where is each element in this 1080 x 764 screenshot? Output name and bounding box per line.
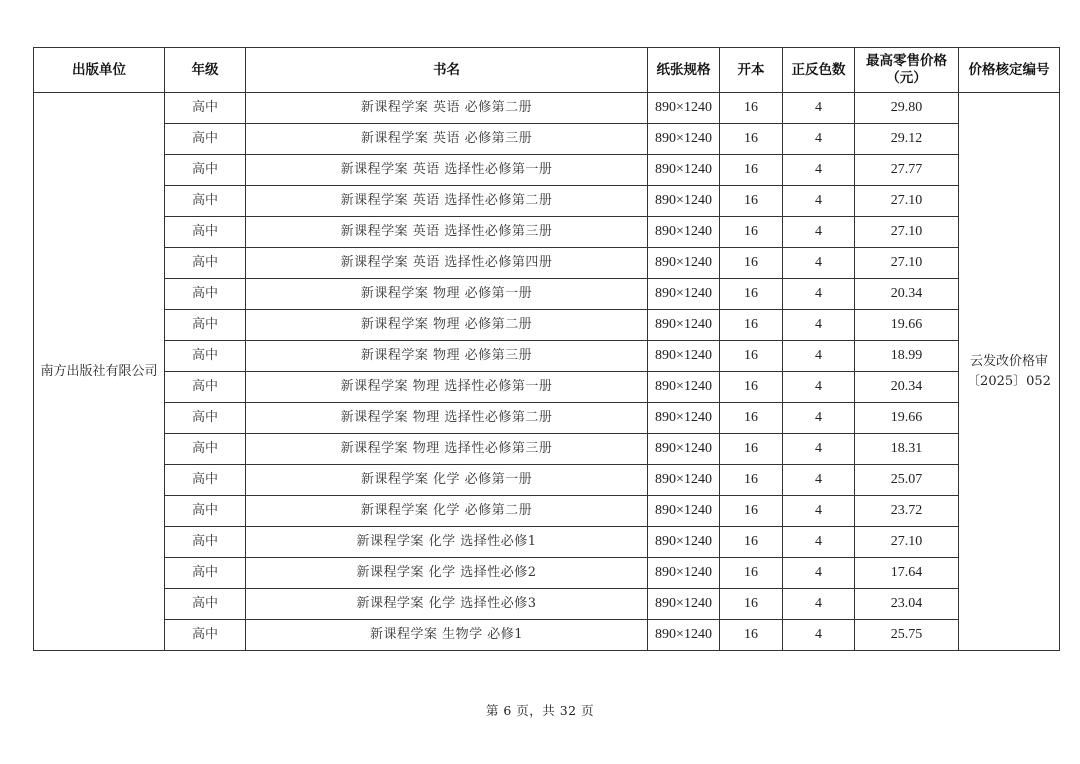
grade-cell: 高中	[165, 93, 246, 124]
paper-size-cell: 890×1240	[648, 341, 720, 372]
colors-cell: 4	[783, 155, 855, 186]
header-publisher: 出版单位	[34, 48, 165, 93]
price-cell: 19.66	[855, 403, 959, 434]
paper-size-cell: 890×1240	[648, 310, 720, 341]
table-row	[34, 124, 1060, 155]
book-title-cell: 新课程学案 英语 必修第三册	[246, 124, 648, 155]
grade-cell: 高中	[165, 217, 246, 248]
book-title-cell: 新课程学案 化学 必修第一册	[246, 465, 648, 496]
grade-cell: 高中	[165, 620, 246, 651]
table-row	[34, 372, 1060, 403]
table-row	[34, 217, 1060, 248]
paper-size-cell: 890×1240	[648, 620, 720, 651]
book-title-cell: 新课程学案 英语 选择性必修第一册	[246, 155, 648, 186]
grade-cell: 高中	[165, 496, 246, 527]
header-paper-size: 纸张规格	[648, 48, 720, 93]
book-title-cell: 新课程学案 化学 必修第二册	[246, 496, 648, 527]
format-cell: 16	[720, 341, 783, 372]
colors-cell: 4	[783, 372, 855, 403]
grade-cell: 高中	[165, 248, 246, 279]
paper-size-cell: 890×1240	[648, 496, 720, 527]
book-title-cell: 新课程学案 化学 选择性必修1	[246, 527, 648, 558]
format-cell: 16	[720, 496, 783, 527]
grade-cell: 高中	[165, 434, 246, 465]
table-body	[34, 93, 1060, 651]
header-max-price: 最高零售价格（元）	[855, 48, 959, 93]
header-colors: 正反色数	[783, 48, 855, 93]
table-row	[34, 279, 1060, 310]
paper-size-cell: 890×1240	[648, 93, 720, 124]
price-cell: 27.10	[855, 186, 959, 217]
grade-cell: 高中	[165, 527, 246, 558]
book-title-cell: 新课程学案 英语 必修第二册	[246, 93, 648, 124]
format-cell: 16	[720, 372, 783, 403]
colors-cell: 4	[783, 620, 855, 651]
table-row	[34, 93, 1060, 124]
colors-cell: 4	[783, 93, 855, 124]
grade-cell: 高中	[165, 124, 246, 155]
page-number: 第 6 页，共 32 页	[485, 703, 595, 718]
book-title-cell: 新课程学案 物理 选择性必修第三册	[246, 434, 648, 465]
paper-size-cell: 890×1240	[648, 403, 720, 434]
colors-cell: 4	[783, 310, 855, 341]
price-cell: 27.10	[855, 217, 959, 248]
grade-cell: 高中	[165, 155, 246, 186]
approval-number-cell: 云发改价格审〔2025〕052	[959, 93, 1060, 651]
price-cell: 27.77	[855, 155, 959, 186]
header-format: 开本	[720, 48, 783, 93]
table-row	[34, 186, 1060, 217]
colors-cell: 4	[783, 527, 855, 558]
paper-size-cell: 890×1240	[648, 279, 720, 310]
price-cell: 23.04	[855, 589, 959, 620]
colors-cell: 4	[783, 217, 855, 248]
colors-cell: 4	[783, 465, 855, 496]
price-cell: 18.99	[855, 341, 959, 372]
price-cell: 25.07	[855, 465, 959, 496]
price-cell: 27.10	[855, 527, 959, 558]
format-cell: 16	[720, 310, 783, 341]
header-title: 书名	[246, 48, 648, 93]
price-cell: 29.12	[855, 124, 959, 155]
table-row	[34, 558, 1060, 589]
paper-size-cell: 890×1240	[648, 527, 720, 558]
format-cell: 16	[720, 217, 783, 248]
paper-size-cell: 890×1240	[648, 434, 720, 465]
format-cell: 16	[720, 248, 783, 279]
book-title-cell: 新课程学案 化学 选择性必修2	[246, 558, 648, 589]
table-row	[34, 589, 1060, 620]
price-cell: 25.75	[855, 620, 959, 651]
grade-cell: 高中	[165, 589, 246, 620]
price-cell: 29.80	[855, 93, 959, 124]
header-approval-no: 价格核定编号	[959, 48, 1060, 93]
grade-cell: 高中	[165, 310, 246, 341]
paper-size-cell: 890×1240	[648, 248, 720, 279]
price-approval-table	[33, 47, 1060, 651]
colors-cell: 4	[783, 248, 855, 279]
paper-size-cell: 890×1240	[648, 465, 720, 496]
colors-cell: 4	[783, 496, 855, 527]
grade-cell: 高中	[165, 279, 246, 310]
table-row	[34, 155, 1060, 186]
table-header-row	[34, 48, 1060, 93]
book-title-cell: 新课程学案 英语 选择性必修第二册	[246, 186, 648, 217]
grade-cell: 高中	[165, 403, 246, 434]
table-row	[34, 310, 1060, 341]
publisher-cell: 南方出版社有限公司	[34, 93, 165, 651]
price-cell: 17.64	[855, 558, 959, 589]
colors-cell: 4	[783, 434, 855, 465]
grade-cell: 高中	[165, 465, 246, 496]
paper-size-cell: 890×1240	[648, 155, 720, 186]
table-row	[34, 620, 1060, 651]
price-cell: 20.34	[855, 279, 959, 310]
format-cell: 16	[720, 620, 783, 651]
book-title-cell: 新课程学案 生物学 必修1	[246, 620, 648, 651]
paper-size-cell: 890×1240	[648, 558, 720, 589]
format-cell: 16	[720, 434, 783, 465]
book-title-cell: 新课程学案 物理 选择性必修第一册	[246, 372, 648, 403]
colors-cell: 4	[783, 558, 855, 589]
format-cell: 16	[720, 279, 783, 310]
table-row	[34, 496, 1060, 527]
format-cell: 16	[720, 403, 783, 434]
paper-size-cell: 890×1240	[648, 372, 720, 403]
format-cell: 16	[720, 465, 783, 496]
paper-size-cell: 890×1240	[648, 217, 720, 248]
format-cell: 16	[720, 558, 783, 589]
grade-cell: 高中	[165, 372, 246, 403]
book-title-cell: 新课程学案 物理 选择性必修第二册	[246, 403, 648, 434]
table-row	[34, 403, 1060, 434]
table-row	[34, 341, 1060, 372]
price-cell: 27.10	[855, 248, 959, 279]
format-cell: 16	[720, 527, 783, 558]
book-title-cell: 新课程学案 化学 选择性必修3	[246, 589, 648, 620]
format-cell: 16	[720, 93, 783, 124]
format-cell: 16	[720, 124, 783, 155]
colors-cell: 4	[783, 186, 855, 217]
format-cell: 16	[720, 155, 783, 186]
table-row	[34, 527, 1060, 558]
price-cell: 18.31	[855, 434, 959, 465]
book-title-cell: 新课程学案 英语 选择性必修第三册	[246, 217, 648, 248]
paper-size-cell: 890×1240	[648, 186, 720, 217]
price-cell: 23.72	[855, 496, 959, 527]
header-grade: 年级	[165, 48, 246, 93]
colors-cell: 4	[783, 341, 855, 372]
grade-cell: 高中	[165, 341, 246, 372]
grade-cell: 高中	[165, 186, 246, 217]
table-row	[34, 248, 1060, 279]
colors-cell: 4	[783, 279, 855, 310]
colors-cell: 4	[783, 403, 855, 434]
paper-size-cell: 890×1240	[648, 124, 720, 155]
book-title-cell: 新课程学案 物理 必修第一册	[246, 279, 648, 310]
price-cell: 19.66	[855, 310, 959, 341]
book-title-cell: 新课程学案 物理 必修第二册	[246, 310, 648, 341]
table-row	[34, 465, 1060, 496]
colors-cell: 4	[783, 589, 855, 620]
book-title-cell: 新课程学案 英语 选择性必修第四册	[246, 248, 648, 279]
colors-cell: 4	[783, 124, 855, 155]
table-row	[34, 434, 1060, 465]
paper-size-cell: 890×1240	[648, 589, 720, 620]
format-cell: 16	[720, 186, 783, 217]
book-title-cell: 新课程学案 物理 必修第三册	[246, 341, 648, 372]
format-cell: 16	[720, 589, 783, 620]
grade-cell: 高中	[165, 558, 246, 589]
price-cell: 20.34	[855, 372, 959, 403]
